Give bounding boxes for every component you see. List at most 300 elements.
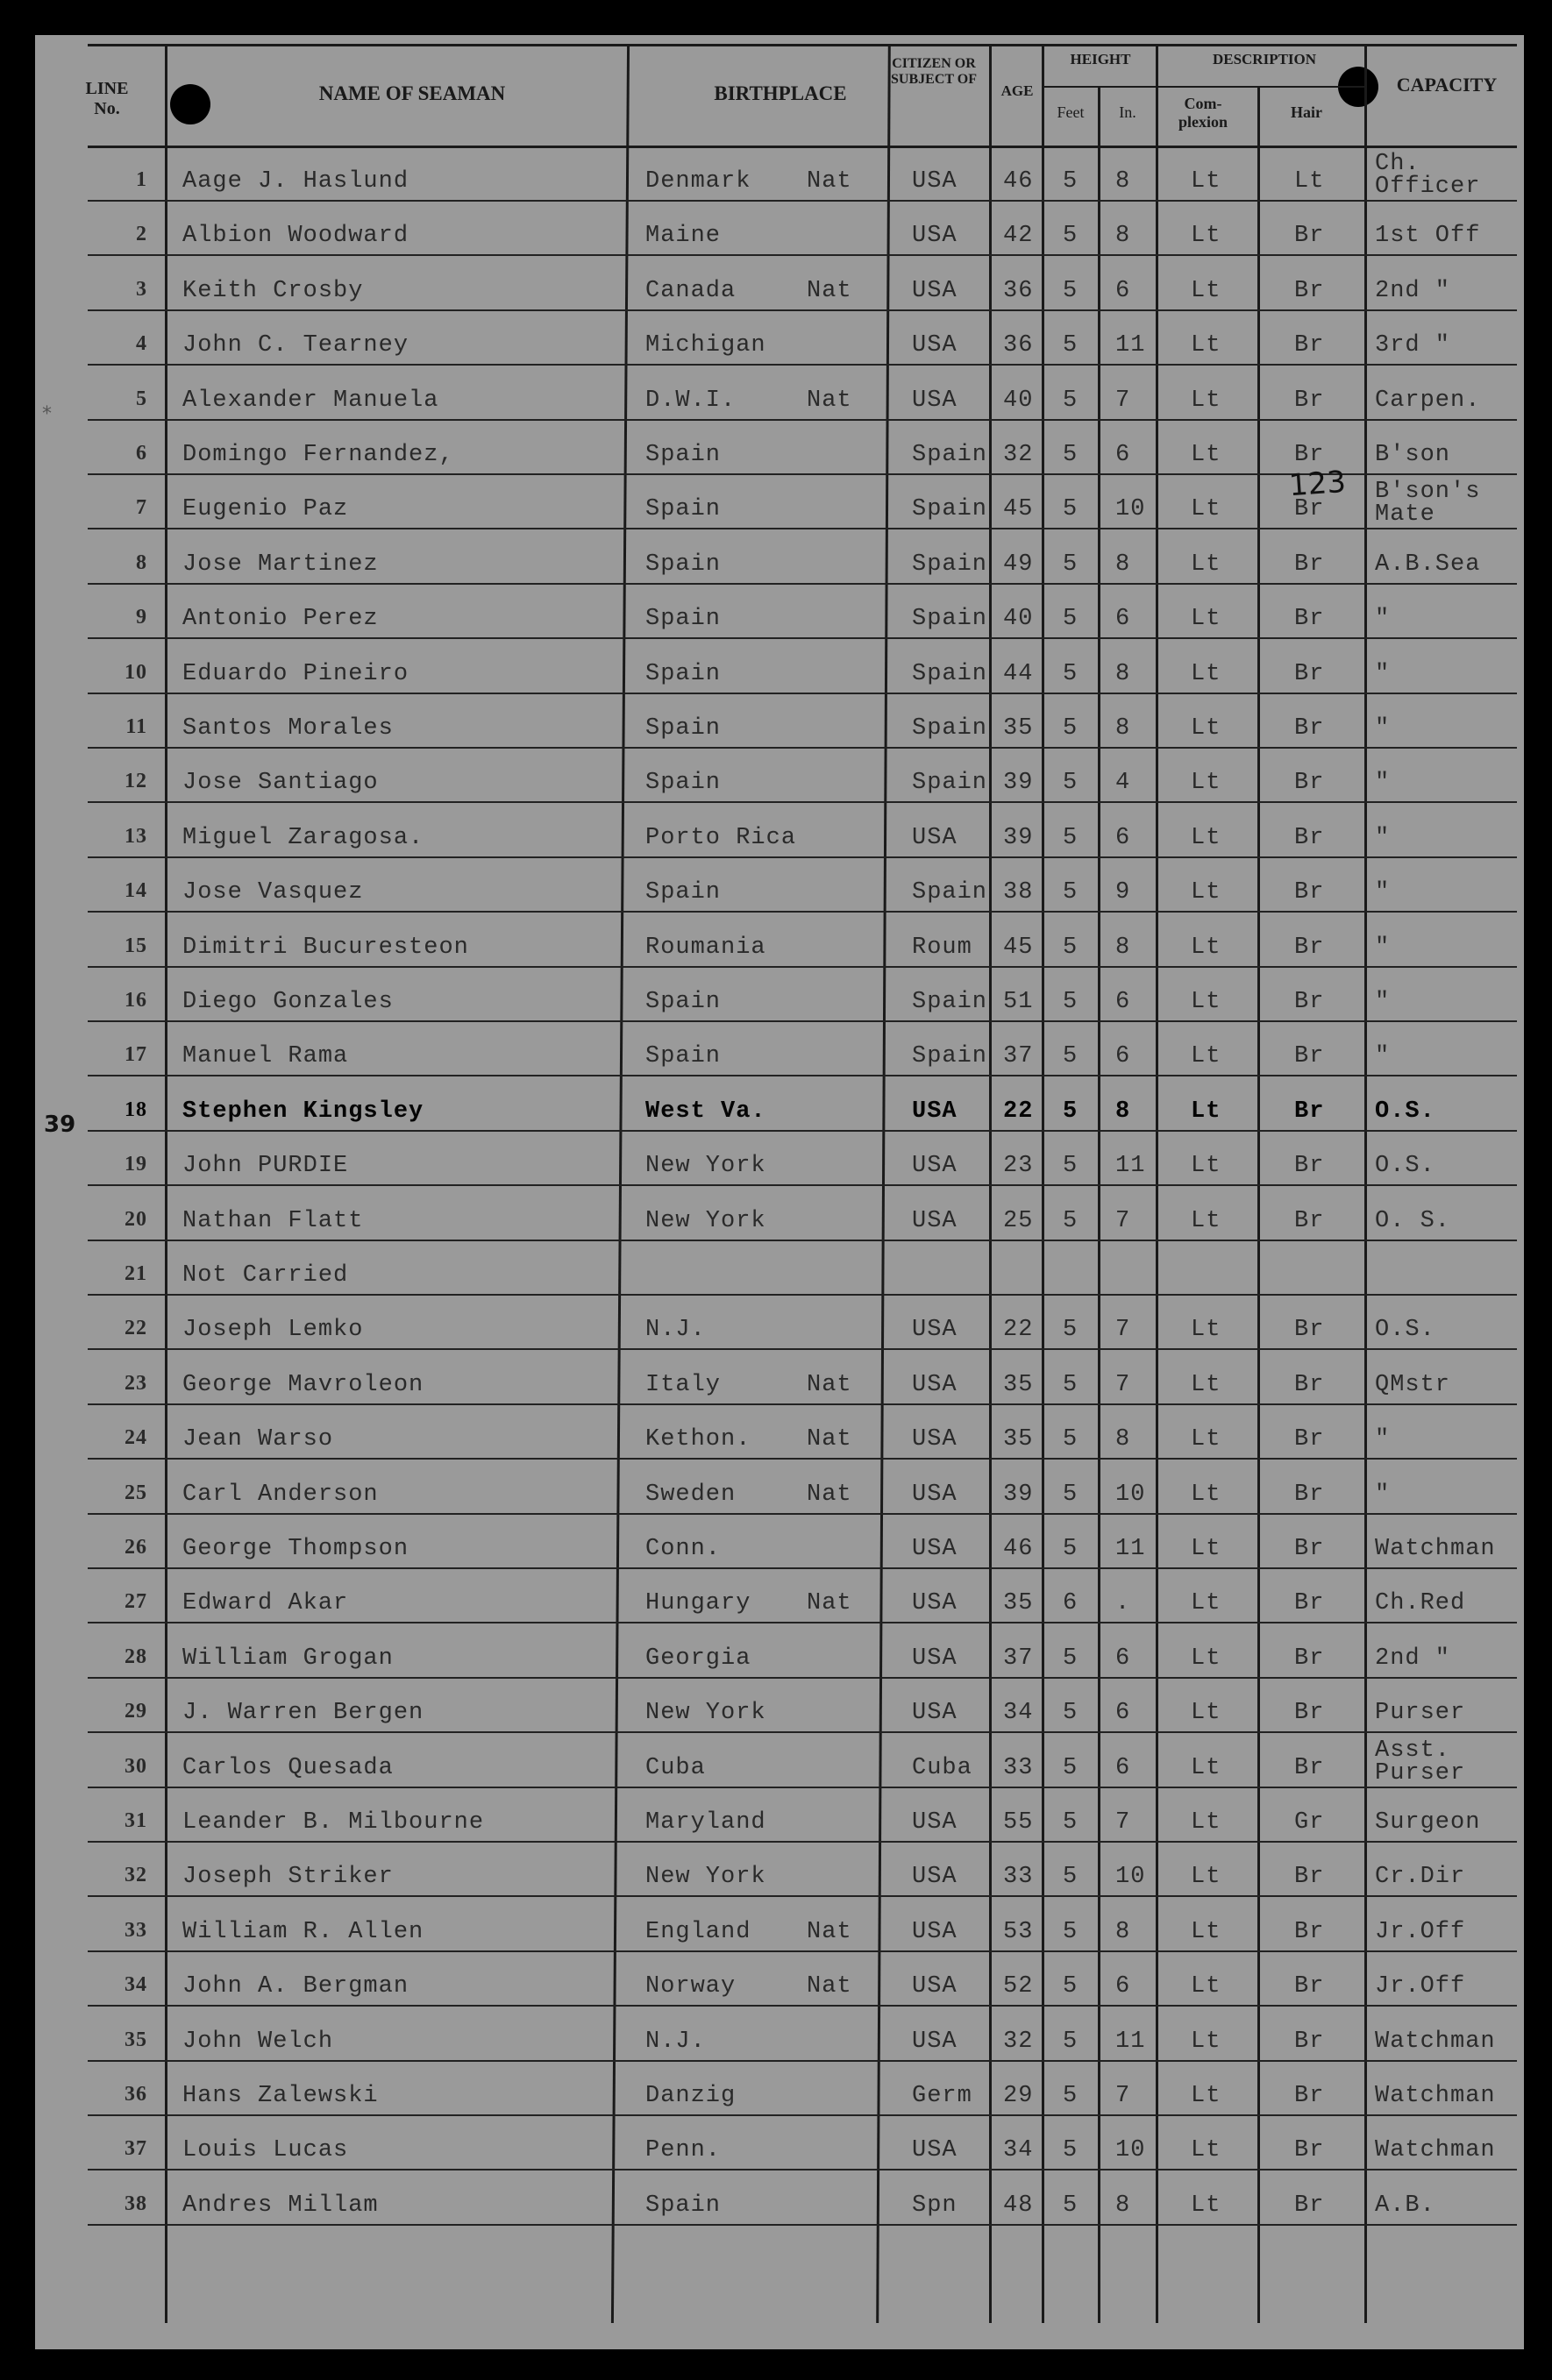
row-complexion: Lt xyxy=(1191,332,1221,359)
row-citizenship: USA xyxy=(912,1371,958,1398)
row-complexion: Lt xyxy=(1191,1973,1221,2000)
table-row xyxy=(35,1954,1524,2007)
row-line-no: 37 xyxy=(125,2137,147,2161)
row-birthplace: Spain xyxy=(645,551,722,578)
table-row xyxy=(35,1517,1524,1570)
row-line-no: 38 xyxy=(125,2192,147,2215)
row-seaman-name: Andres Millam xyxy=(182,2192,379,2219)
row-complexion: Lt xyxy=(1191,1700,1221,1727)
row-hair: Br xyxy=(1294,1700,1325,1727)
row-capacity: " xyxy=(1375,879,1391,906)
row-seaman-name: Jose Santiago xyxy=(182,770,379,797)
row-complexion: Lt xyxy=(1191,2083,1221,2109)
row-seaman-name: Joseph Lemko xyxy=(182,1317,364,1344)
row-citizenship: USA xyxy=(912,2137,958,2164)
table-row xyxy=(35,1024,1524,1077)
row-rule xyxy=(88,1075,1517,1076)
table-row xyxy=(35,1571,1524,1624)
row-height-feet: 5 xyxy=(1063,715,1079,742)
table-row xyxy=(35,532,1524,586)
row-line-no: 15 xyxy=(125,934,147,957)
row-height-feet: 5 xyxy=(1063,496,1079,523)
row-capacity: 3rd " xyxy=(1375,332,1451,359)
row-seaman-name: John C. Tearney xyxy=(182,332,409,359)
row-birthplace: Italy xyxy=(645,1371,722,1398)
row-complexion: Lt xyxy=(1191,1590,1221,1617)
row-seaman-name: Domingo Fernandez, xyxy=(182,442,454,468)
row-hair: Br xyxy=(1294,551,1325,578)
row-line-no: 8 xyxy=(136,551,147,574)
row-height-feet: 5 xyxy=(1063,1098,1079,1125)
row-complexion: Lt xyxy=(1191,606,1221,633)
row-height-inches: 11 xyxy=(1115,2028,1146,2055)
row-rule xyxy=(88,911,1517,913)
row-hair: Br xyxy=(1294,2028,1325,2055)
row-complexion: Lt xyxy=(1191,989,1221,1015)
header-complexion: Com- plexion xyxy=(1178,95,1228,131)
row-line-no: 34 xyxy=(125,1973,147,1997)
row-age: 36 xyxy=(1003,332,1034,359)
row-naturalized: Nat xyxy=(807,1918,852,1945)
row-line-no: 35 xyxy=(125,2028,147,2051)
table-row xyxy=(35,2064,1524,2117)
row-line-no: 11 xyxy=(125,715,147,738)
row-capacity: Jr.Off xyxy=(1375,1973,1466,2000)
table-row xyxy=(35,1297,1524,1351)
row-citizenship: USA xyxy=(912,1700,958,1727)
row-capacity: O.S. xyxy=(1375,1153,1435,1180)
table-row xyxy=(35,203,1524,257)
row-citizenship: USA xyxy=(912,1645,958,1672)
row-capacity: " xyxy=(1375,1043,1391,1070)
header-subrule-description xyxy=(1157,86,1364,88)
row-age: 33 xyxy=(1003,1754,1034,1781)
row-height-feet: 5 xyxy=(1063,277,1079,304)
row-line-no: 33 xyxy=(125,1918,147,1942)
header-capacity: CAPACITY xyxy=(1396,74,1498,96)
row-rule xyxy=(88,1622,1517,1623)
row-seaman-name: Antonio Perez xyxy=(182,606,379,633)
row-height-feet: 5 xyxy=(1063,1207,1079,1234)
row-height-inches: 8 xyxy=(1115,715,1131,742)
row-citizenship: Spn xyxy=(912,2192,958,2219)
row-height-inches: 8 xyxy=(1115,1426,1131,1453)
row-seaman-name: Carl Anderson xyxy=(182,1481,379,1508)
row-age: 39 xyxy=(1003,824,1034,851)
row-rule xyxy=(88,200,1517,202)
row-height-feet: 5 xyxy=(1063,1536,1079,1562)
row-height-feet: 5 xyxy=(1063,1317,1079,1344)
row-age: 23 xyxy=(1003,1153,1034,1180)
table-row xyxy=(35,1243,1524,1297)
table-row xyxy=(35,860,1524,913)
row-birthplace: Sweden xyxy=(645,1481,737,1508)
row-citizenship: USA xyxy=(912,332,958,359)
row-rule xyxy=(88,1731,1517,1733)
row-height-inches: 6 xyxy=(1115,1645,1131,1672)
row-height-feet: 5 xyxy=(1063,168,1079,195)
row-birthplace: Porto Rica xyxy=(645,824,797,851)
row-citizenship: USA xyxy=(912,168,958,195)
row-hair: Br xyxy=(1294,332,1325,359)
row-complexion: Lt xyxy=(1191,824,1221,851)
row-complexion: Lt xyxy=(1191,879,1221,906)
row-birthplace: N.J. xyxy=(645,1317,706,1344)
row-capacity: Purser xyxy=(1375,1700,1466,1727)
row-complexion: Lt xyxy=(1191,715,1221,742)
row-height-feet: 5 xyxy=(1063,1426,1079,1453)
row-height-inches: 7 xyxy=(1115,1371,1131,1398)
row-height-feet: 6 xyxy=(1063,1590,1079,1617)
row-height-feet: 5 xyxy=(1063,1371,1079,1398)
table-row xyxy=(35,1680,1524,1734)
row-complexion: Lt xyxy=(1191,1317,1221,1344)
row-birthplace: Danzig xyxy=(645,2083,737,2109)
row-height-inches: 8 xyxy=(1115,1098,1131,1125)
row-hair: Br xyxy=(1294,824,1325,851)
row-seaman-name: Keith Crosby xyxy=(182,277,364,304)
table-row xyxy=(35,313,1524,366)
row-birthplace: Spain xyxy=(645,606,722,633)
row-capacity: Surgeon xyxy=(1375,1809,1481,1836)
row-height-inches: 6 xyxy=(1115,442,1131,468)
table-row xyxy=(35,915,1524,969)
row-hair: Br xyxy=(1294,1426,1325,1453)
row-citizenship: USA xyxy=(912,1864,958,1891)
row-citizenship: USA xyxy=(912,1426,958,1453)
row-line-no: 22 xyxy=(125,1317,147,1340)
row-age: 34 xyxy=(1003,1700,1034,1727)
row-complexion: Lt xyxy=(1191,277,1221,304)
row-rule xyxy=(88,583,1517,585)
row-line-no: 9 xyxy=(136,606,147,629)
row-height-feet: 5 xyxy=(1063,1809,1079,1836)
row-hair: Br xyxy=(1294,1536,1325,1562)
row-naturalized: Nat xyxy=(807,387,852,414)
row-rule xyxy=(88,1458,1517,1460)
row-capacity: B'son xyxy=(1375,442,1451,468)
row-birthplace: Penn. xyxy=(645,2137,722,2164)
row-citizenship: Spain xyxy=(912,989,988,1015)
row-citizenship: USA xyxy=(912,1317,958,1344)
row-height-inches: 6 xyxy=(1115,1043,1131,1070)
row-rule xyxy=(88,1130,1517,1132)
row-height-feet: 5 xyxy=(1063,1481,1079,1508)
row-capacity: A.B. xyxy=(1375,2192,1435,2219)
row-birthplace: New York xyxy=(645,1153,766,1180)
row-seaman-name: Edward Akar xyxy=(182,1590,349,1617)
header-hair: Hair xyxy=(1291,103,1322,121)
row-height-inches: 6 xyxy=(1115,1700,1131,1727)
row-height-feet: 5 xyxy=(1063,2028,1079,2055)
row-complexion: Lt xyxy=(1191,1426,1221,1453)
row-complexion: Lt xyxy=(1191,2137,1221,2164)
row-age: 32 xyxy=(1003,442,1034,468)
row-line-no: 36 xyxy=(125,2083,147,2106)
row-age: 35 xyxy=(1003,1426,1034,1453)
row-citizenship: Cuba xyxy=(912,1754,972,1781)
row-rule xyxy=(88,1567,1517,1569)
row-hair: Br xyxy=(1294,442,1325,468)
row-line-no: 2 xyxy=(136,223,147,246)
row-citizenship: USA xyxy=(912,1153,958,1180)
row-capacity: Ch.Red xyxy=(1375,1590,1466,1617)
row-complexion: Lt xyxy=(1191,1371,1221,1398)
header-in: In. xyxy=(1119,103,1136,121)
row-capacity: O.S. xyxy=(1375,1098,1435,1125)
row-seaman-name: Eduardo Pineiro xyxy=(182,660,409,687)
row-citizenship: USA xyxy=(912,1809,958,1836)
row-citizenship: USA xyxy=(912,2028,958,2055)
row-citizenship: Spain xyxy=(912,660,988,687)
table-row xyxy=(35,970,1524,1023)
row-seaman-name: John Welch xyxy=(182,2028,334,2055)
row-rule xyxy=(88,801,1517,803)
row-height-feet: 5 xyxy=(1063,1043,1079,1070)
row-height-feet: 5 xyxy=(1063,989,1079,1015)
row-hair: Br xyxy=(1294,1973,1325,2000)
row-rule xyxy=(88,2060,1517,2062)
row-birthplace: Maine xyxy=(645,223,722,250)
row-seaman-name: Hans Zalewski xyxy=(182,2083,379,2109)
row-age: 34 xyxy=(1003,2137,1034,2164)
row-birthplace: Michigan xyxy=(645,332,766,359)
row-line-no: 26 xyxy=(125,1536,147,1559)
row-rule xyxy=(88,966,1517,968)
row-seaman-name: Aage J. Haslund xyxy=(182,168,409,195)
row-seaman-name: Jose Vasquez xyxy=(182,879,364,906)
row-complexion: Lt xyxy=(1191,1864,1221,1891)
row-age: 33 xyxy=(1003,1864,1034,1891)
row-hair: Br xyxy=(1294,606,1325,633)
row-height-inches: 6 xyxy=(1115,1973,1131,2000)
row-naturalized: Nat xyxy=(807,1481,852,1508)
row-birthplace: Spain xyxy=(645,660,722,687)
row-seaman-name: Stephen Kingsley xyxy=(182,1098,424,1125)
row-citizenship: Spain xyxy=(912,879,988,906)
row-line-no: 4 xyxy=(136,332,147,356)
table-row xyxy=(35,1462,1524,1516)
row-complexion: Lt xyxy=(1191,1754,1221,1781)
row-height-feet: 5 xyxy=(1063,660,1079,687)
row-complexion: Lt xyxy=(1191,2028,1221,2055)
row-citizenship: Spain xyxy=(912,1043,988,1070)
row-line-no: 12 xyxy=(125,770,147,793)
row-line-no: 5 xyxy=(136,387,147,410)
row-rule xyxy=(88,1348,1517,1350)
row-rule xyxy=(88,2224,1517,2226)
row-height-inches: 10 xyxy=(1115,2137,1146,2164)
manifest-sheet xyxy=(35,35,1524,2349)
row-line-no: 18 xyxy=(125,1098,147,1121)
row-seaman-name: John PURDIE xyxy=(182,1153,349,1180)
row-capacity: " xyxy=(1375,824,1391,851)
row-citizenship: USA xyxy=(912,1918,958,1945)
row-citizenship: Spain xyxy=(912,715,988,742)
row-complexion: Lt xyxy=(1191,223,1221,250)
table-row xyxy=(35,1626,1524,1680)
row-complexion: Lt xyxy=(1191,1536,1221,1562)
row-birthplace: Spain xyxy=(645,989,722,1015)
row-citizenship: Spain xyxy=(912,442,988,468)
row-height-inches: 11 xyxy=(1115,1153,1146,1180)
row-seaman-name: Joseph Striker xyxy=(182,1864,394,1891)
row-height-feet: 5 xyxy=(1063,879,1079,906)
row-age: 35 xyxy=(1003,1371,1034,1398)
row-rule xyxy=(88,309,1517,311)
row-hair: Br xyxy=(1294,1043,1325,1070)
row-complexion: Lt xyxy=(1191,1918,1221,1945)
row-rule xyxy=(88,2169,1517,2170)
row-complexion: Lt xyxy=(1191,551,1221,578)
row-birthplace: Spain xyxy=(645,715,722,742)
row-capacity: Asst. Purser xyxy=(1375,1737,1466,1787)
row-height-feet: 5 xyxy=(1063,824,1079,851)
row-height-inches: 8 xyxy=(1115,223,1131,250)
row-naturalized: Nat xyxy=(807,1590,852,1617)
row-height-inches: 7 xyxy=(1115,1207,1131,1234)
row-height-inches: 4 xyxy=(1115,770,1131,797)
row-hair: Br xyxy=(1294,879,1325,906)
row-capacity: 2nd " xyxy=(1375,277,1451,304)
row-capacity: O.S. xyxy=(1375,1317,1435,1344)
row-citizenship: USA xyxy=(912,223,958,250)
row-birthplace: Spain xyxy=(645,770,722,797)
header-bottom-rule xyxy=(88,146,1517,148)
row-height-inches: 8 xyxy=(1115,934,1131,961)
row-age: 49 xyxy=(1003,551,1034,578)
row-height-inches: 6 xyxy=(1115,277,1131,304)
row-seaman-name: Manuel Rama xyxy=(182,1043,349,1070)
row-hair: Br xyxy=(1294,387,1325,414)
row-height-feet: 5 xyxy=(1063,332,1079,359)
row-capacity: " xyxy=(1375,770,1391,797)
row-seaman-name: William R. Allen xyxy=(182,1918,424,1945)
row-line-no: 16 xyxy=(125,989,147,1012)
row-height-feet: 5 xyxy=(1063,442,1079,468)
row-hair: Br xyxy=(1294,1481,1325,1508)
table-row xyxy=(35,1790,1524,1844)
row-rule xyxy=(88,1677,1517,1679)
table-row xyxy=(35,1407,1524,1460)
table-row xyxy=(35,1900,1524,1953)
row-complexion: Lt xyxy=(1191,1098,1221,1125)
row-height-inches: 9 xyxy=(1115,879,1131,906)
row-capacity: Carpen. xyxy=(1375,387,1481,414)
row-seaman-name: Diego Gonzales xyxy=(182,989,394,1015)
row-citizenship: Spain xyxy=(912,551,988,578)
row-rule xyxy=(88,1240,1517,1241)
row-height-feet: 5 xyxy=(1063,606,1079,633)
row-height-inches: 8 xyxy=(1115,1918,1131,1945)
header-birthplace: BIRTHPLACE xyxy=(714,82,847,104)
row-capacity: Cr.Dir xyxy=(1375,1864,1466,1891)
row-hair: Br xyxy=(1294,1754,1325,1781)
row-rule xyxy=(88,419,1517,421)
row-citizenship: USA xyxy=(912,1590,958,1617)
row-hair: Br xyxy=(1294,2137,1325,2164)
row-age: 37 xyxy=(1003,1645,1034,1672)
row-height-feet: 5 xyxy=(1063,1973,1079,2000)
row-rule xyxy=(88,1294,1517,1296)
side-mark-row-18: 39 xyxy=(44,1112,76,1138)
row-age: 48 xyxy=(1003,2192,1034,2219)
row-capacity: QMstr xyxy=(1375,1371,1451,1398)
row-complexion: Lt xyxy=(1191,770,1221,797)
row-line-no: 3 xyxy=(136,277,147,301)
row-age: 39 xyxy=(1003,1481,1034,1508)
row-naturalized: Nat xyxy=(807,1973,852,2000)
row-complexion: Lt xyxy=(1191,1153,1221,1180)
row-birthplace: New York xyxy=(645,1700,766,1727)
row-line-no: 27 xyxy=(125,1590,147,1614)
row-complexion: Lt xyxy=(1191,1645,1221,1672)
handwritten-page-number: 123 xyxy=(1287,464,1348,504)
row-age: 45 xyxy=(1003,496,1034,523)
row-hair: Br xyxy=(1294,1153,1325,1180)
row-birthplace: Kethon. xyxy=(645,1426,751,1453)
row-rule xyxy=(88,1403,1517,1405)
row-birthplace: West Va. xyxy=(645,1098,766,1125)
row-age: 25 xyxy=(1003,1207,1034,1234)
row-seaman-name: John A. Bergman xyxy=(182,1973,409,2000)
row-seaman-name: William Grogan xyxy=(182,1645,394,1672)
row-line-no: 19 xyxy=(125,1153,147,1176)
row-height-feet: 5 xyxy=(1063,1153,1079,1180)
row-height-inches: 7 xyxy=(1115,1317,1131,1344)
row-height-feet: 5 xyxy=(1063,1864,1079,1891)
table-row xyxy=(35,2009,1524,2063)
row-complexion: Lt xyxy=(1191,442,1221,468)
row-height-inches: 8 xyxy=(1115,551,1131,578)
header-line-no: LINE No. xyxy=(85,79,129,118)
header-description: DESCRIPTION xyxy=(1212,51,1317,67)
row-birthplace: Spain xyxy=(645,496,722,523)
row-citizenship: USA xyxy=(912,1207,958,1234)
row-height-inches: 7 xyxy=(1115,2083,1131,2109)
row-complexion: Lt xyxy=(1191,2192,1221,2219)
row-height-inches: 8 xyxy=(1115,168,1131,195)
row-birthplace: Cuba xyxy=(645,1754,706,1781)
row-age: 37 xyxy=(1003,1043,1034,1070)
row-age: 55 xyxy=(1003,1809,1034,1836)
row-citizenship: Spain xyxy=(912,770,988,797)
row-seaman-name: Leander B. Milbourne xyxy=(182,1809,485,1836)
row-rule xyxy=(88,1895,1517,1897)
row-birthplace: Norway xyxy=(645,1973,737,2000)
row-height-feet: 5 xyxy=(1063,934,1079,961)
row-birthplace: D.W.I. xyxy=(645,387,737,414)
row-complexion: Lt xyxy=(1191,387,1221,414)
row-seaman-name: Carlos Quesada xyxy=(182,1754,394,1781)
row-capacity: O. S. xyxy=(1375,1207,1451,1234)
row-height-inches: 8 xyxy=(1115,2192,1131,2219)
row-age: 46 xyxy=(1003,1536,1034,1562)
table-row xyxy=(35,1353,1524,1406)
row-rule xyxy=(88,254,1517,256)
row-age: 32 xyxy=(1003,2028,1034,2055)
row-complexion: Lt xyxy=(1191,934,1221,961)
header-top-rule xyxy=(88,44,1517,46)
side-mark-row-5: * xyxy=(42,403,52,425)
row-naturalized: Nat xyxy=(807,1371,852,1398)
row-birthplace: Georgia xyxy=(645,1645,751,1672)
row-rule xyxy=(88,528,1517,529)
table-row xyxy=(35,1844,1524,1898)
table-row xyxy=(35,1133,1524,1187)
row-rule xyxy=(88,2114,1517,2116)
header-feet: Feet xyxy=(1057,103,1085,121)
